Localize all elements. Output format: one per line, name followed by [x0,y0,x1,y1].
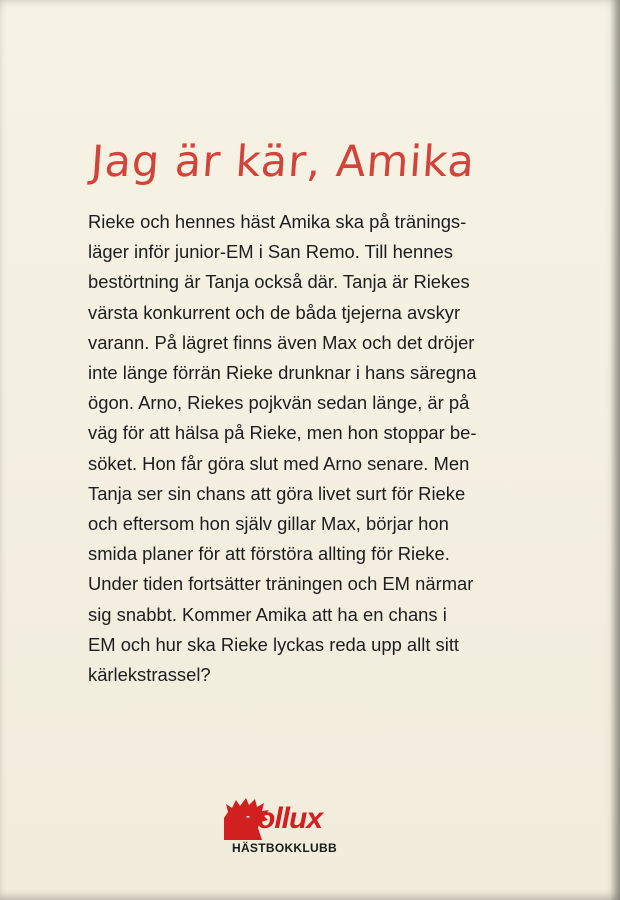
blurb-line: varann. På lägret finns även Max och det dröjer [88,331,475,353]
blurb-line: Rieke och hennes häst Amika ska på tränings- [88,211,467,232]
blurb-line: värsta konkurrent och de båda tjejerna avskyr [88,301,461,323]
blurb-line: Tanja ser sin chans att göra livet surt för Rieke [88,482,466,504]
blurb-line: Under tiden fortsätter träningen och EM närmar [88,573,474,595]
blurb-line: kärlekstrassel? [88,664,211,686]
blurb-line: smida planer för att förstöra allting för Rieke. [88,543,450,565]
blurb-line: och eftersom hon själv gillar Max, börjar hon [88,513,449,535]
publisher-subtitle: HÄSTBOKKLUBB [232,841,337,855]
blurb-line: läger inför junior-EM i San Remo. Till hennes [88,241,453,263]
blurb-line: sig snabbt. Kommer Amika att ha en chans i [88,603,447,625]
book-blurb [88,207,528,690]
cover-edge-shadow [610,0,620,900]
publisher-wordmark: Pollux [238,802,323,835]
blurb-line: väg för att hälsa på Rieke, men hon stoppar be- [88,422,477,444]
blurb-line: ögon. Arno, Riekes pojkvän sedan länge, är på [88,392,470,414]
blurb-line: inte länge förrän Rieke drunknar i hans säregna [88,362,477,384]
publisher-logo [218,794,408,866]
book-title: Jag är kär, Amika [89,137,477,187]
blurb-line: bestörtning är Tanja också där. Tanja är Riekes [88,271,470,293]
blurb-line: EM och hur ska Rieke lyckas reda upp allt sitt [88,633,460,655]
blurb-line: söket. Hon får göra slut med Arno senare. Men [88,452,470,474]
